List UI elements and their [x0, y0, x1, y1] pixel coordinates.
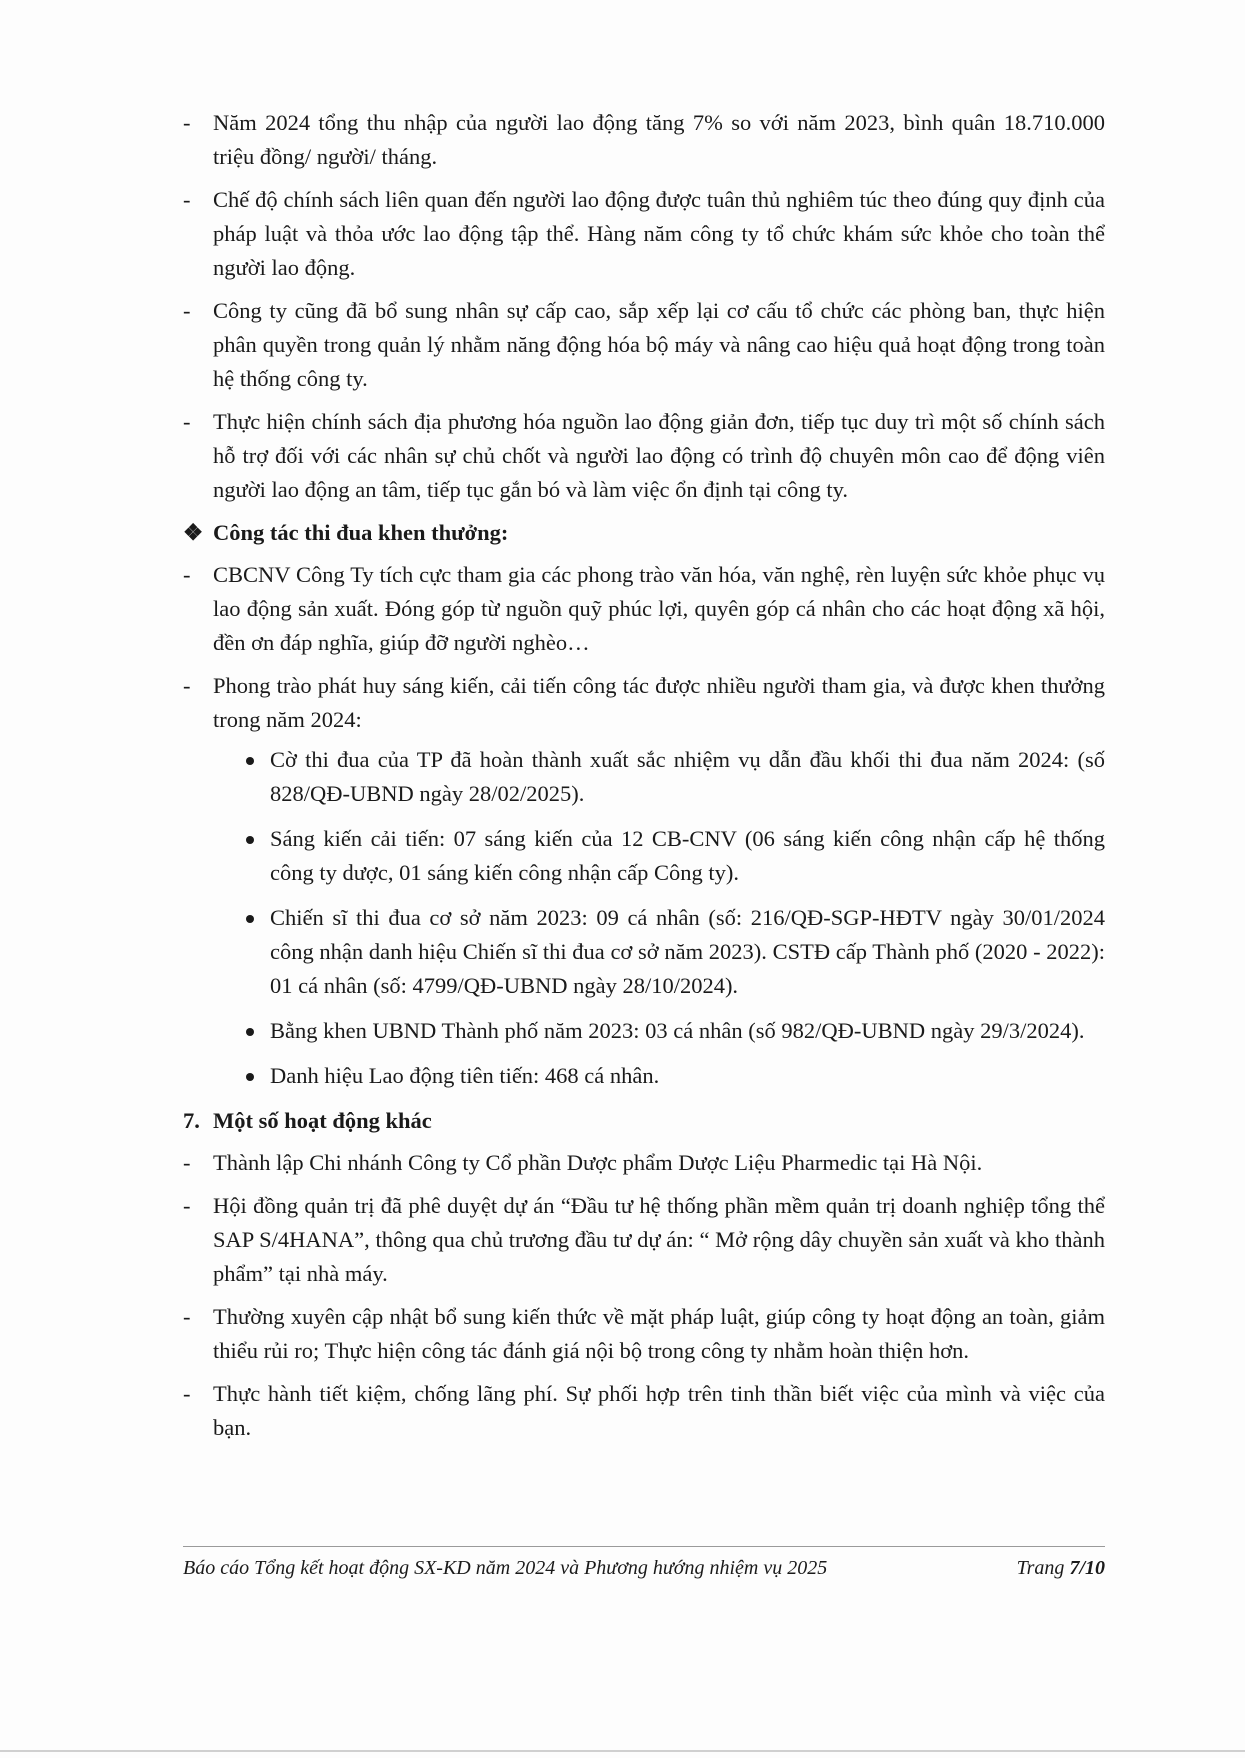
paragraph-branch [183, 1146, 1105, 1180]
list-item [213, 743, 1105, 811]
paragraph-income [183, 106, 1105, 174]
list-item-text: Bằng khen UBND Thành phố năm 2023: 03 cá nhân (số 982/QĐ-UBND ngày 29/3/2024). [270, 1018, 1085, 1043]
section-title: Một số hoạt động khác [213, 1108, 432, 1133]
list-item-text: Sáng kiến cải tiến: 07 sáng kiến của 12 CB-CNV (06 sáng kiến công nhận cấp hệ thống công ty dược, 01 sáng kiến công nhận cấp Công ty). [270, 826, 1105, 885]
paragraph-localization [183, 405, 1105, 507]
paragraph-text: Công ty cũng đã bổ sung nhân sự cấp cao, sắp xếp lại cơ cấu tổ chức các phòng ban, thực hiện phân quyền trong quản lý nhằm năng động hóa bộ máy và nâng cao hiệu quả hoạt động trong toàn hệ thống công ty. [213, 298, 1105, 391]
dash-marker: - [183, 187, 191, 212]
bullet-dot-icon [246, 836, 254, 844]
section-number: 7. [183, 1108, 200, 1133]
dash-marker: - [183, 1381, 191, 1406]
paragraph-legal-update [183, 1300, 1105, 1368]
dash-marker: - [183, 673, 191, 698]
document-body [183, 106, 1105, 1454]
paragraph-saving [183, 1377, 1105, 1445]
bullet-dot-icon [246, 1073, 254, 1081]
bullet-dot-icon [246, 1028, 254, 1036]
section-title: Công tác thi đua khen thưởng: [213, 520, 509, 545]
awards-list [213, 743, 1105, 1093]
page-footer [183, 1546, 1105, 1580]
paragraph-text: Thực hành tiết kiệm, chống lãng phí. Sự phối hợp trên tinh thần biết việc của mình và việc của bạn. [213, 1381, 1105, 1440]
section-heading-other-activities [183, 1104, 1105, 1138]
footer-title: Báo cáo Tổng kết hoạt động SX-KD năm 2024 và Phương hướng nhiệm vụ 2025 [183, 1557, 828, 1579]
paragraph-text: CBCNV Công Ty tích cực tham gia các phong trào văn hóa, văn nghệ, rèn luyện sức khỏe phục vụ lao động sản xuất. Đóng góp từ nguồn quỹ phúc lợi, quyên góp cá nhân cho các hoạt động xã hội, đền ơn đáp nghĩa, giúp đỡ người nghèo… [213, 562, 1105, 655]
page-value: 7/10 [1069, 1557, 1105, 1579]
page-number [1017, 1557, 1105, 1580]
list-item [213, 822, 1105, 890]
dash-marker: - [183, 1150, 191, 1175]
paragraph-sap-project [183, 1189, 1105, 1291]
paragraph-text: Thường xuyên cập nhật bổ sung kiến thức về mặt pháp luật, giúp công ty hoạt động an toàn, giảm thiểu rủi ro; Thực hiện công tác đánh giá nội bộ trong công ty nhằm hoàn thiện hơn. [213, 1304, 1105, 1363]
paragraph-text: Chế độ chính sách liên quan đến người lao động được tuân thủ nghiêm túc theo đúng quy định của pháp luật và thỏa ước lao động tập thể. Hàng năm công ty tổ chức khám sức khỏe cho toàn thể người lao động. [213, 187, 1105, 280]
bullet-dot-icon [246, 915, 254, 923]
section-heading-emulation [183, 516, 1105, 550]
dash-marker: - [183, 1304, 191, 1329]
paragraph-text: Thành lập Chi nhánh Công ty Cổ phần Dược phẩm Dược Liệu Pharmedic tại Hà Nội. [213, 1150, 983, 1175]
dash-marker: - [183, 1193, 191, 1218]
paragraph-text: Hội đồng quản trị đã phê duyệt dự án “Đầu tư hệ thống phần mềm quản trị doanh nghiệp tổng thể SAP S/4HANA”, thông qua chủ trương đầu tư dự án: “ Mở rộng dây chuyền sản xuất và kho thành phẩm” tại nhà máy. [213, 1193, 1105, 1286]
list-item [213, 901, 1105, 1003]
diamond-bullet-icon: ❖ [183, 520, 204, 545]
list-item [213, 1014, 1105, 1048]
paragraph-restructure [183, 294, 1105, 396]
paragraph-policy [183, 183, 1105, 285]
list-item [213, 1059, 1105, 1093]
list-item-text: Chiến sĩ thi đua cơ sở năm 2023: 09 cá nhân (số: 216/QĐ-SGP-HĐTV ngày 30/01/2024 công nhận danh hiệu Chiến sĩ thi đua cơ sở năm 2023). CSTĐ cấp Thành phố (2020 - 2022): 01 cá nhân (số: 4799/QĐ-UBND ngày 28/10/2024). [270, 905, 1105, 998]
scan-edge-divider [0, 1750, 1245, 1752]
paragraph-text: Thực hiện chính sách địa phương hóa nguồn lao động giản đơn, tiếp tục duy trì một số chính sách hỗ trợ đối với các nhân sự chủ chốt và người lao động có trình độ chuyên môn cao để động viên người lao động an tâm, tiếp tục gắn bó và làm việc ổn định tại công ty. [213, 409, 1105, 502]
paragraph-text: Phong trào phát huy sáng kiến, cải tiến công tác được nhiều người tham gia, và được khen thưởng trong năm 2024: [213, 673, 1105, 732]
page-label: Trang [1016, 1557, 1070, 1579]
list-item-text: Danh hiệu Lao động tiên tiến: 468 cá nhân. [270, 1063, 660, 1088]
dash-marker: - [183, 298, 191, 323]
paragraph-text: Năm 2024 tổng thu nhập của người lao động tăng 7% so với năm 2023, bình quân 18.710.000 triệu đồng/ người/ tháng. [213, 110, 1105, 169]
paragraph-movements [183, 558, 1105, 660]
dash-marker: - [183, 409, 191, 434]
bullet-dot-icon [246, 757, 254, 765]
list-item-text: Cờ thi đua của TP đã hoàn thành xuất sắc nhiệm vụ dẫn đầu khối thi đua năm 2024: (số 828/QĐ-UBND ngày 28/02/2025). [270, 747, 1105, 806]
dash-marker: - [183, 110, 191, 135]
paragraph-initiatives [183, 669, 1105, 1093]
dash-marker: - [183, 562, 191, 587]
